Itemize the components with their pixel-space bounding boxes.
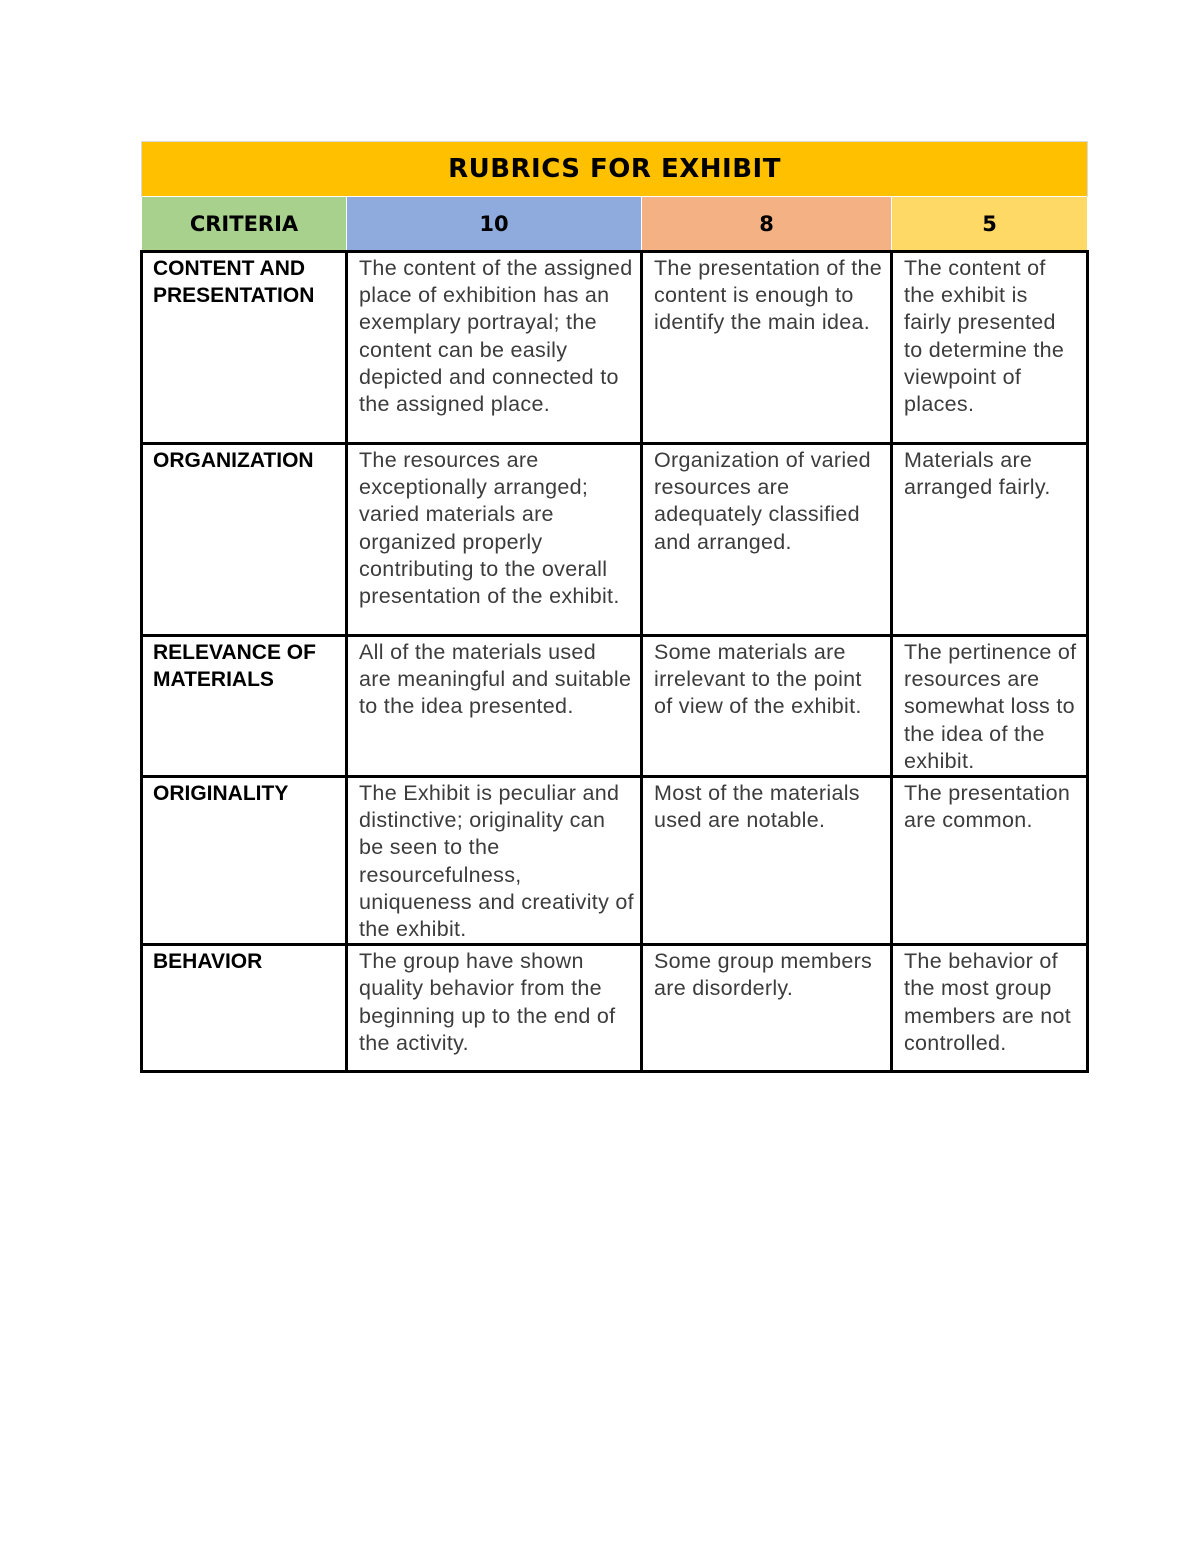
header-row	[142, 197, 1088, 252]
header-score-10: 10	[347, 197, 642, 252]
score-8-cell: The presentation of the content is enough to identify the main idea.	[642, 252, 892, 444]
score-5-cell: The presentation are common.	[892, 777, 1088, 945]
score-10-cell: All of the materials used are meaningful and suitable to the idea presented.	[347, 636, 642, 777]
score-10-cell: The group have shown quality behavior from the beginning up to the end of the activity.	[347, 945, 642, 1072]
table-row	[142, 444, 1088, 636]
table-title: RUBRICS FOR EXHIBIT	[142, 142, 1088, 197]
score-5-cell: The pertinence of resources are somewhat loss to the idea of the exhibit.	[892, 636, 1088, 777]
score-8-cell: Some group members are disorderly.	[642, 945, 892, 1072]
header-criteria: CRITERIA	[142, 197, 347, 252]
score-5-cell: The content of the exhibit is fairly presented to determine the viewpoint of places.	[892, 252, 1088, 444]
criterion-cell: CONTENT AND PRESENTATION	[142, 252, 347, 444]
rubric-table	[140, 141, 1089, 1073]
score-8-cell: Most of the materials used are notable.	[642, 777, 892, 945]
table-row	[142, 636, 1088, 777]
header-score-8: 8	[642, 197, 892, 252]
score-10-cell: The resources are exceptionally arranged; varied materials are organized properly contributing to the overall presentation of the exhibit.	[347, 444, 642, 636]
criterion-cell: BEHAVIOR	[142, 945, 347, 1072]
criterion-cell: ORIGINALITY	[142, 777, 347, 945]
header-score-5: 5	[892, 197, 1088, 252]
score-10-cell: The Exhibit is peculiar and distinctive; originality can be seen to the resourcefulness, uniqueness and creativity of the exhibit.	[347, 777, 642, 945]
score-5-cell: Materials are arranged fairly.	[892, 444, 1088, 636]
title-row	[142, 142, 1088, 197]
score-10-cell: The content of the assigned place of exhibition has an exemplary portrayal; the content can be easily depicted and connected to the assigned place.	[347, 252, 642, 444]
score-8-cell: Some materials are irrelevant to the point of view of the exhibit.	[642, 636, 892, 777]
criterion-cell: ORGANIZATION	[142, 444, 347, 636]
table-row	[142, 252, 1088, 444]
score-5-cell: The behavior of the most group members are not controlled.	[892, 945, 1088, 1072]
table-row	[142, 777, 1088, 945]
table-row	[142, 945, 1088, 1072]
score-8-cell: Organization of varied resources are adequately classified and arranged.	[642, 444, 892, 636]
criterion-cell: RELEVANCE OF MATERIALS	[142, 636, 347, 777]
